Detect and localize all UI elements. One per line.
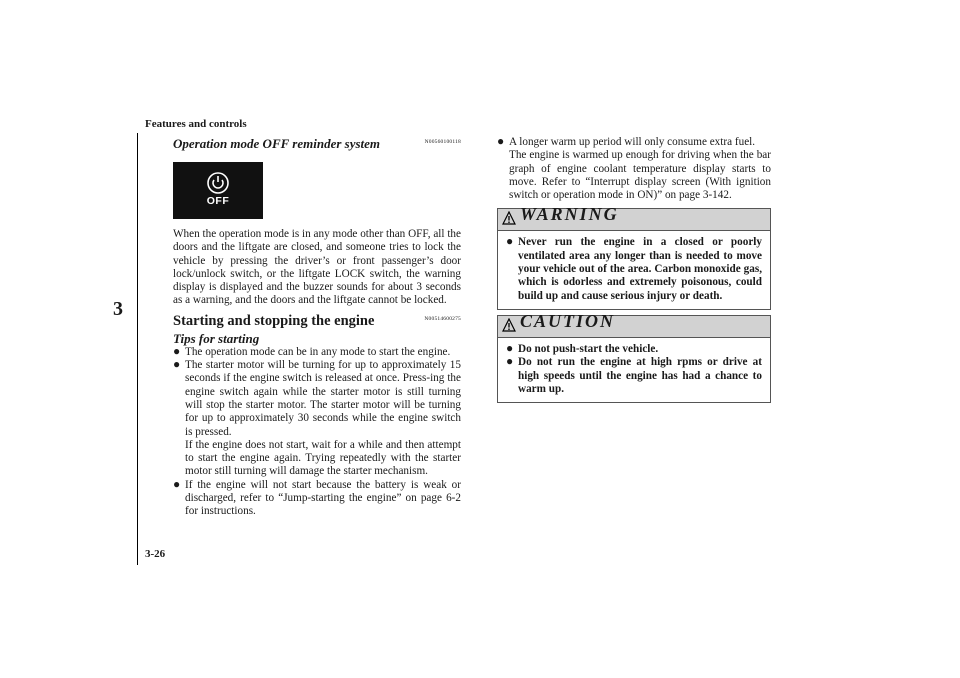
list-item: ● Never run the engine in a closed or poorly ventilated area any longer than is needed to move your vehicle out of the area. Carbon monoxide gas, which is odorless and extremely poisonous, could build up and cause serious injury or death.: [506, 236, 762, 302]
list-item: ● If the engine will not start because the battery is weak or discharged, refer to “Jump-starting the engine” on page 6-2 for instructions.: [173, 479, 461, 519]
bullet2-continuation: If the engine does not start, wait for a while and then attempt to start the engine again. Trying repeatedly with the starter motor still turning will damage the starter mechanism.: [185, 438, 461, 478]
section-title-starting: [173, 313, 461, 330]
warmup-list: [497, 136, 771, 202]
running-header: Features and controls: [145, 118, 247, 130]
chapter-tab: 3: [113, 298, 123, 320]
warning-box: [497, 204, 771, 309]
bullet4-continuation: The engine is warmed up enough for driving when the bar graph of engine coolant temperature display starts to move. Refer to “Interrupt display screen (With ignition switch or operation mode in ON)” on page 3-142.: [509, 149, 771, 202]
caution-body: [498, 338, 770, 402]
start-title: Starting and stopping the engine: [173, 312, 375, 329]
start-ref-code: N00514600275: [424, 315, 461, 322]
list-item: ● Do not push-start the vehicle.: [506, 343, 762, 356]
caution-box: [497, 310, 771, 403]
op-mode-ref-code: N00560100118: [424, 139, 461, 145]
margin-rule: [137, 133, 138, 565]
op-mode-title: Operation mode OFF reminder system: [173, 136, 381, 151]
warning-title: WARNING: [520, 204, 619, 225]
right-column: [497, 136, 771, 403]
page-number: 3-26: [145, 548, 166, 560]
warning-header: [498, 204, 770, 231]
list-item: ● The starter motor will be turning for up to approximately 15 seconds if the engine switch is released at once. Press-ing the engine switch again while the starter motor is still turning will stop the starter motor. The starter motor will be turning for up to approximately 30 seconds while the engine switch is pressed. If the engine does not start, wait for a while and then attempt to start the engine again. Trying repeatedly with the starter motor still turning will damage the starter mechanism.: [173, 359, 461, 479]
list-item: ● The operation mode can be in any mode to start the engine.: [173, 346, 461, 359]
list-item: ● Do not run the engine at high rpms or drive at high speeds until the engine has had a chance to warm up.: [506, 356, 762, 396]
caution-header: [498, 310, 770, 338]
power-off-indicator-image: [173, 162, 263, 219]
off-label: OFF: [206, 195, 230, 207]
list-item: ● A longer warm up period will only consume extra fuel. The engine is warmed up enough for driving when the bar graph of engine coolant temperature display starts to move. Refer to “Interrupt display screen (With ignition switch or operation mode in ON)” on page 3-142.: [497, 136, 771, 202]
power-icon: [173, 162, 263, 219]
tips-title: Tips for starting: [173, 330, 260, 346]
tips-list: [173, 346, 461, 519]
op-mode-paragraph: When the operation mode is in any mode other than OFF, all the doors and the liftgate are closed, and someone tries to lock the vehicle by pressing the driver’s or front passenger’s door lock/unlock switch, or the liftgate LOCK switch, the warning display is displayed and the buzzer sounds for about 3 seconds as a warning, and the doors and the liftgate cannot be locked.: [173, 228, 461, 307]
warning-body: [498, 231, 770, 308]
caution-title: CAUTION: [520, 310, 616, 331]
caution-triangle-icon: [502, 318, 516, 332]
warning-triangle-icon: [502, 211, 516, 225]
section-title-op-mode: [173, 136, 461, 152]
left-column: [173, 136, 461, 519]
